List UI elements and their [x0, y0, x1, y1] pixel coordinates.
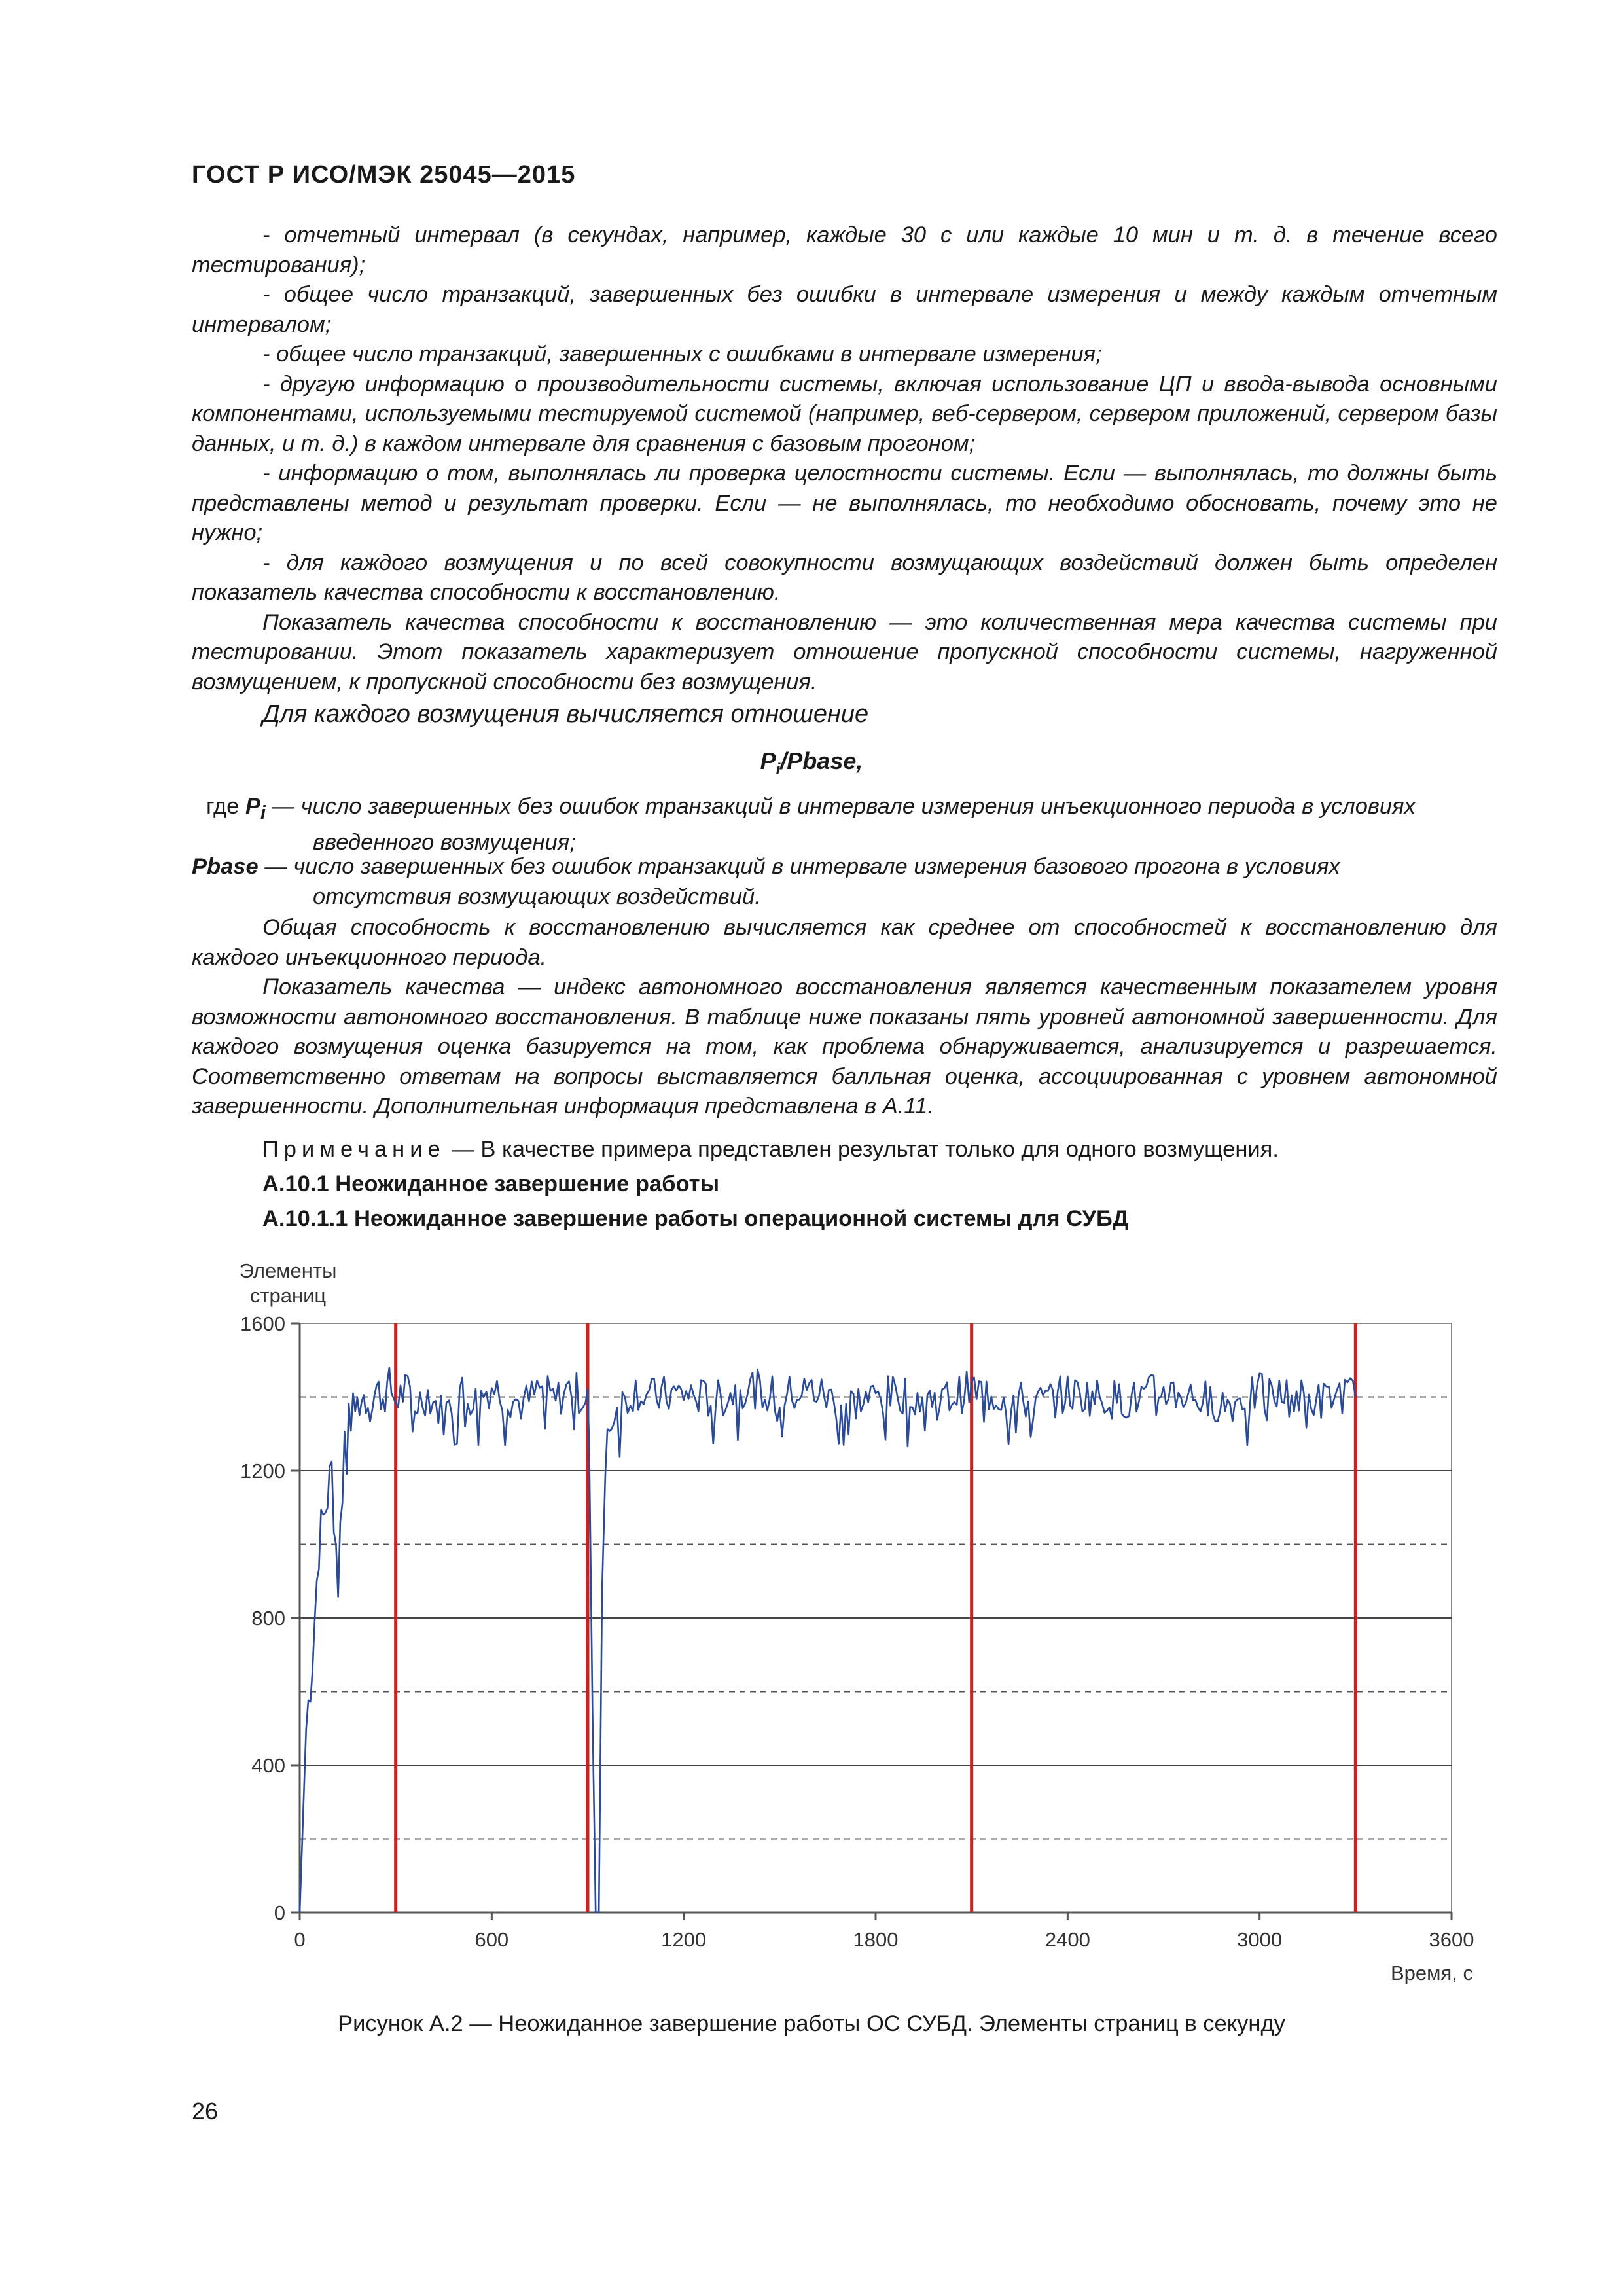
def-term: P	[245, 794, 260, 819]
section-heading: А.10.1 Неожиданное завершение работы	[262, 1172, 720, 1196]
x-tick-label: 3000	[1237, 1928, 1283, 1951]
def-dash: —	[265, 794, 301, 819]
y-axis-label: страниц	[249, 1284, 327, 1307]
figure-caption: Рисунок А.2 — Неожиданное завершение работы ОС СУБД. Элементы страниц в секунду	[338, 2011, 1285, 2036]
y-tick-label: 400	[251, 1754, 285, 1777]
x-tick-label: 0	[294, 1928, 306, 1951]
def-lead: где	[206, 794, 245, 819]
paragraph: Для каждого возмущения вычисляется отношение	[262, 700, 869, 728]
paragraph: - другую информацию о производительности системы, включая использование ЦП и ввода-вывода основными компонентами, используемыми тестируемой системой (например, веб-сервером, сервером приложений, сервером базы данных, и т. д.) в каждом интервале для сравнения с базовым прогоном;	[192, 371, 1497, 456]
x-tick-label: 1200	[661, 1928, 707, 1951]
def-term: Pbase	[192, 854, 259, 879]
series-line	[300, 1367, 1355, 1912]
def-text2: отсутствия возмущающих воздействий.	[313, 884, 761, 909]
paragraph: - для каждого возмущения и по всей совокупности возмущающих воздействий должен быть определен показатель качества способности к восстановлению.	[192, 550, 1497, 605]
page-number: 26	[192, 2098, 219, 2125]
x-tick-label: 600	[474, 1928, 509, 1951]
y-tick-label: 1600	[240, 1312, 285, 1335]
paragraph: - отчетный интервал (в секундах, например, каждые 30 с или каждые 10 мин и т. д. в течение всего тестирования);	[192, 223, 1497, 278]
y-tick-label: 1200	[240, 1460, 285, 1482]
def-sub: i	[260, 802, 266, 823]
x-tick-label: 2400	[1044, 1928, 1090, 1951]
formula-p: P	[760, 747, 776, 774]
def-text1: число завершенных без ошибок транзакций в интервале измерения инъекционного периода в условиях	[300, 794, 1416, 819]
x-tick-label: 1800	[853, 1928, 899, 1951]
x-axis-label: Время, с	[1391, 1962, 1473, 1984]
subsection-heading: А.10.1.1 Неожиданное завершение работы операционной системы для СУБД	[262, 1206, 1129, 1231]
def-text1: число завершенных без ошибок транзакций в интервале измерения базового прогона в условиях	[293, 854, 1340, 879]
paragraph: - общее число транзакций, завершенных с ошибками в интервале измерения;	[262, 342, 1102, 367]
formula-rest: /Pbase,	[780, 747, 863, 774]
y-tick-label: 800	[251, 1607, 285, 1630]
def-dash: —	[258, 854, 294, 879]
y-axis-label: Элементы	[239, 1259, 337, 1282]
note-text: — В качестве примера представлен результат только для одного возмущения.	[445, 1137, 1279, 1162]
def-text2: введенного возмущения;	[313, 830, 576, 855]
paragraph: Общая способность к восстановлению вычисляется как среднее от способностей к восстановлению для каждого инъекционного периода.	[192, 915, 1497, 970]
formula-sub: i	[776, 761, 781, 779]
paragraph: - информацию о том, выполнялась ли проверка целостности системы. Если — выполнялась, то должны быть представлены метод и результат проверки. Если — не выполнялась, то необходимо обосновать, почему это не нужно;	[192, 461, 1497, 545]
paragraph: Показатель качества способности к восстановлению — это количественная мера качества системы при тестировании. Этот показатель характеризует отношение пропускной способности системы, нагруженной возмущением, к пропускной способности без возмущения.	[192, 609, 1497, 694]
paragraph: - общее число транзакций, завершенных без ошибки в интервале измерения и между каждым отчетным интервалом;	[192, 282, 1497, 337]
x-tick-label: 3600	[1429, 1928, 1474, 1951]
note-label: Примечание	[262, 1137, 446, 1162]
paragraph: Показатель качества — индекс автономного восстановления является качественным показателем уровня возможности автономного восстановления. В таблице ниже показаны пять уровней автономной завершенности. Для каждого возмущения оценка базируется на том, как проблема обнаруживается, анализируется и разрешается. Соответственно ответам на вопросы выставляется балльная оценка, ассоциированная с уровнем автономной завершенности. Дополнительная информация представлена в А.11.	[192, 975, 1497, 1119]
y-tick-label: 0	[274, 1901, 285, 1924]
document-header: ГОСТ Р ИСО/МЭК 25045—2015	[192, 161, 576, 188]
